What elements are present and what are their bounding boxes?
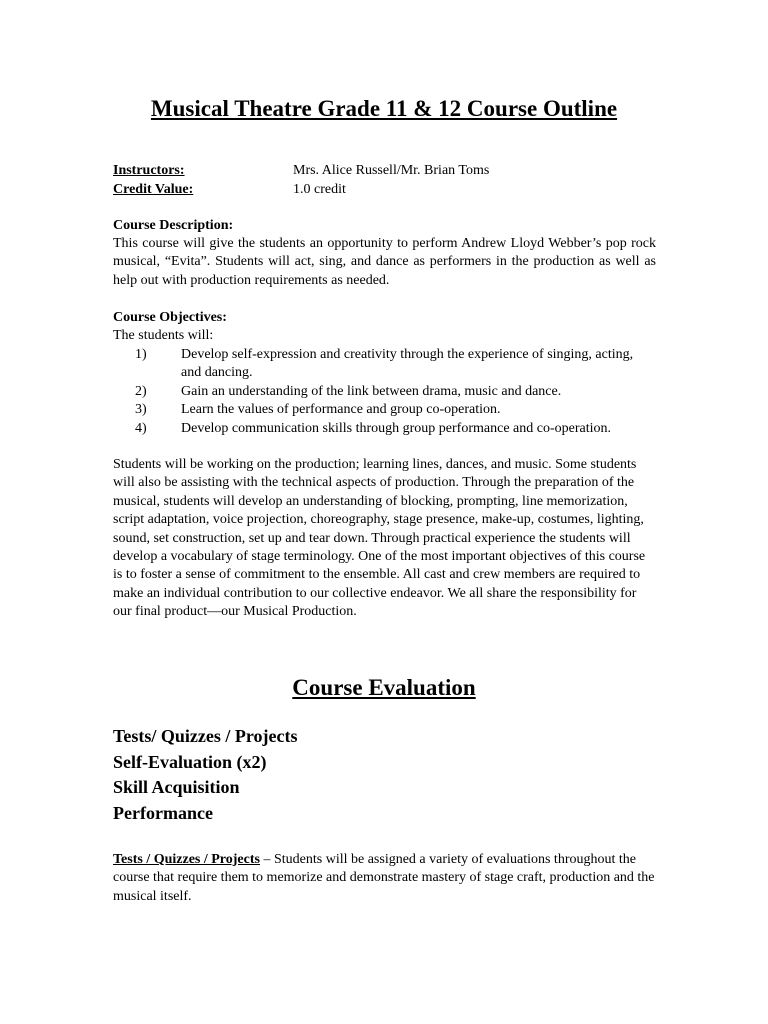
objectives-intro: The students will: [113,328,214,343]
tests-paragraph [113,851,656,906]
objective-text: Develop self-expression and creativity through the experience of singing, acting, and dancing. [181,347,634,381]
objective-number: 4) [135,420,147,436]
instructors-value: Mrs. Alice Russell/Mr. Brian Toms [293,163,490,178]
description-heading: Course Description: [113,218,234,233]
work-paragraph: Students will be working on the production; learning lines, dances, and music. Some students will also be assisting with the technical aspects of production. Through the preparation of the musical, students will develop an understanding of blocking, prompting, line memorization, script adaptation, voice projection, choreography, stage presence, make-up, costumes, lighting, sound, set construction, set up and tear down. Through practical experience the students will develop a vocabulary of stage terminology. One of the most important objectives of this course is to foster a sense of commitment to the ensemble. All cast and crew members are required to make an individual contribution to our collective endeavor. We all share the responsibility for our final product—our Musical Production. [113,457,646,620]
objectives-list [113,346,656,438]
objective-item [113,420,656,438]
objective-item [113,383,656,401]
objective-number: 1) [135,347,147,362]
objective-item [113,346,656,383]
evaluation-item: Self-Evaluation (x2) [113,751,267,772]
credit-value: 1.0 credit [293,182,346,197]
instructors-label: Instructors: [113,163,185,178]
evaluation-item: Skill Acquisition [113,777,240,797]
objective-text: Develop communication skills through group performance and co-operation. [181,420,611,436]
instructors-row [113,162,489,180]
tests-text: – Students will be assigned a variety of evaluations throughout the course that require them to memorize and demonstrate mastery of stage craft, production and the musical itself. [113,852,655,904]
evaluation-list [113,724,297,826]
objective-item [113,401,656,419]
document-title: Musical Theatre Grade 11 & 12 Course Outline [150,96,618,121]
objective-number: 3) [135,402,147,418]
objective-text: Learn the values of performance and group co-operation. [181,402,501,418]
evaluation-heading: Course Evaluation [292,675,476,700]
evaluation-item: Tests/ Quizzes / Projects [113,726,298,746]
tests-label: Tests / Quizzes / Projects [113,852,260,867]
objective-number: 2) [135,383,147,399]
credit-label: Credit Value: [113,182,194,197]
credit-row [113,181,346,199]
evaluation-item: Performance [113,802,213,823]
objectives-heading: Course Objectives: [113,310,227,325]
objective-text: Gain an understanding of the link between drama, music and dance. [181,383,562,399]
description-text: This course will give the students an opportunity to perform Andrew Lloyd Webber’s pop rock musical, “Evita”. Students will act, sing, and dance as performers in the production as well as help out with production requirements as needed. [113,236,656,288]
